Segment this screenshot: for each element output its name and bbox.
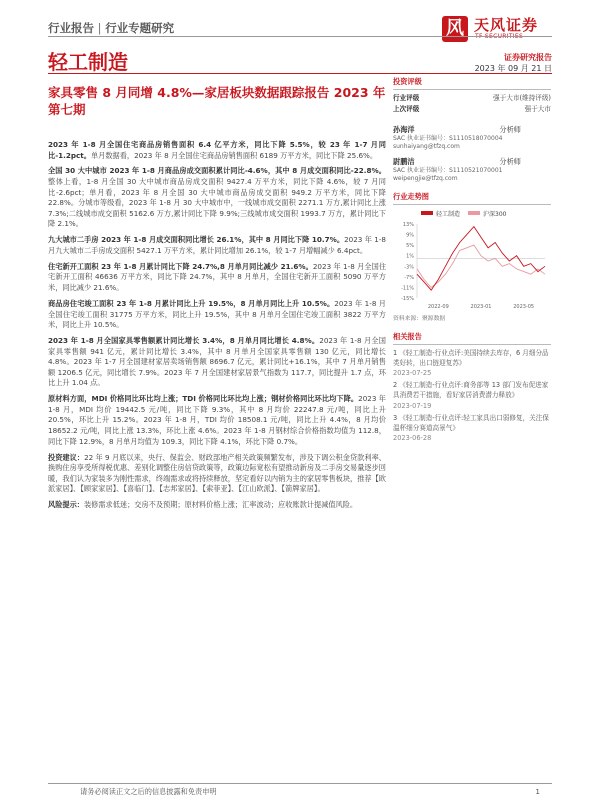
y-tick-label: 9%: [406, 232, 414, 239]
body-paragraph: [48, 166, 386, 230]
header-category: 行业报告: [48, 21, 94, 35]
body-paragraph: [48, 235, 386, 256]
header-divider: [48, 36, 552, 37]
legend-swatch: [468, 211, 480, 215]
analyst-cert: SAC 执业证书编号：S1110521070001: [393, 166, 503, 174]
y-tick-label: 1%: [406, 253, 414, 260]
body-paragraph: [48, 299, 386, 331]
x-tick-label: 2023-01: [470, 303, 492, 310]
body-paragraph: [48, 140, 386, 161]
brokerage-logo: [442, 14, 552, 44]
y-tick-label: -7%: [404, 274, 414, 281]
analyst-name: 尉鹏洁: [393, 156, 415, 166]
paragraph-lead: 2023 年 1-8 月全国家具零售额累计同比增长 3.4%，8 月单月同比增长 4.8%。: [48, 335, 320, 345]
paragraph-lead: 2023 年 1-8 月全国住宅商品房销售面积 6.4 亿平方米，同比下降 5.5%，较 23 年 1-7 月同比-1.2pct。: [48, 140, 386, 160]
body-paragraph: [48, 453, 386, 495]
x-tick-label: 2023-05: [513, 303, 535, 310]
logo-mark-icon: 风: [442, 16, 468, 42]
paragraph-lead: 原材料方面，MDI 价格同比环比均上涨；TDI 价格同比环比均上涨；钢材价格同比环比均下降。: [48, 394, 359, 404]
trend-header: 行业走势图: [393, 192, 551, 205]
related-report-title: 2 《轻工制造-行业点评:商务部等 13 部门发布促进家具消费若干措施，看好家居消费潜力释放》: [393, 381, 549, 400]
rating-value: 强于大市: [524, 105, 551, 113]
rating-row: [393, 104, 551, 115]
trend-chart-section: [393, 192, 551, 322]
footer-disclaimer: 请务必阅读正文之后的信息披露和免责申明: [80, 787, 217, 796]
paragraph-text: 2023 年 1-8 月全国住宅新开工面积 46636 万平方米，同比下降 24.7%，其中 8 月单月，全国住宅新开工面积 5090 万平方米，同比减少 21.6%。: [48, 261, 387, 293]
header-subcategory: 行业专题研究: [105, 21, 175, 35]
y-tick-label: -15%: [401, 295, 414, 302]
legend-label: 沪深300: [483, 210, 507, 218]
related-report-date: 2023-07-25: [393, 369, 432, 378]
body-paragraph: [48, 336, 386, 389]
sector-divider: [48, 73, 552, 74]
report-header: [48, 14, 552, 42]
header-separator: |: [97, 21, 102, 35]
rating-key: 行业评级: [393, 94, 420, 102]
related-report-title: 3 《轻工制造-行业点评:轻工家具出口弱修复，关注保温杯细分赛道高景气》: [393, 413, 549, 433]
paragraph-lead: 全国 30 大中城市 2023 年 1-8 月商品房成交面积累计同比-4.6%，其中 8 月成交面积同比-22.8%。: [48, 166, 386, 176]
report-title: 家具零售 8 月同增 4.8%—家居板块数据跟踪报告 2023 年第七期: [48, 85, 386, 117]
x-tick-label: 2022-09: [427, 303, 449, 310]
y-tick-label: -11%: [401, 285, 414, 292]
related-report-item[interactable]: [393, 348, 551, 379]
report-type: 证券研究报告: [504, 53, 552, 62]
paragraph-text: 2023 年 1-8 月九大城市二手房成交面积 5427.1 万平方米，累计同比增加 26.1%，较 1-7 月增幅减少 6.4pct。: [48, 235, 386, 255]
related-report-date: 2023-07-19: [393, 401, 432, 410]
rating-key: 上次评级: [393, 105, 420, 113]
trend-chart: [393, 220, 551, 310]
analyst-cert: SAC 执业证书编号：S1110518070004: [393, 135, 503, 142]
analyst-list: [393, 125, 551, 184]
related-header: 相关报告: [393, 332, 551, 345]
analyst-card: [393, 157, 551, 184]
y-tick-label: -3%: [404, 263, 414, 270]
series-line-index: [417, 245, 545, 287]
analyst-email[interactable]: sunhaiyang@tfzq.com: [393, 143, 460, 151]
analyst-name: 孙海洋: [393, 125, 415, 134]
logo-subtitle: TF SECURITIES: [475, 33, 524, 40]
rating-value: 强于大市(维持评级): [493, 94, 551, 102]
report-date: 2023 年 09 月 21 日: [474, 64, 552, 73]
analyst-card: [393, 125, 551, 152]
legend-item-sector: [421, 209, 460, 218]
page-number: 1: [535, 787, 540, 796]
legend-label: 轻工制造: [436, 210, 461, 218]
paragraph-lead: 住宅新开工面积 23 年 1-8 月累计同比下降 24.7%,8 月单月同比减少 21.6%。: [48, 261, 313, 271]
paragraph-text: 2023 年 1-8 月，MDI 均价 19442.5 元/吨，同比下降 9.3%，其中 8 月均价 22247.8 元/吨，同比上升 20.5%，环比上升 15.2%。2023 年 1-8 月，TDI 均价 18508.1 元/吨，同比上升 4.4%，8 月均价 18652.2 元/吨，同比上涨 13.3%，环比上涨 4.6%。2023 年 1-8 月钢材综合价格指数均值为 112.8，同比下降 12.9%，8 月单月均值为 109.3，同比下降 4.1%，环比下降 0.7%。: [48, 394, 386, 446]
related-report-item[interactable]: [393, 380, 551, 411]
paragraph-lead: 投资建议：: [48, 452, 85, 462]
legend-swatch: [421, 211, 433, 215]
logo-name: 天风证券: [474, 16, 539, 34]
rating-list: [393, 93, 551, 115]
rating-header: 投资评级: [393, 77, 551, 90]
sidebar: [393, 77, 551, 445]
chart-legend: [421, 209, 551, 218]
analyst-email[interactable]: weipengjie@tfzq.com: [393, 175, 458, 183]
legend-item-index: [468, 209, 506, 218]
paragraph-text: 单月数据看，2023 年 8 月全国住宅商品房销售面积 6189 万平方米，同比下降 25.6%。: [90, 150, 378, 160]
report-body: [48, 140, 386, 516]
chart-source: 资料来源：聚源数据: [393, 315, 446, 322]
y-tick-label: 5%: [406, 242, 414, 249]
paragraph-text: 2023 年 1-8 月全国住宅竣工面积 31775 万平方米，同比上升 19.5%，其中 8 月单月全国住宅竣工面积 3822 万平方米，同比上升 10.5%。: [48, 298, 386, 330]
paragraph-text: 22 年 9 月底以来，央行、保监会、财政部地产相关政策频繁发布，涉及下调公积金贷款利率、换购住房享受所得税优惠、差别化调整住房信贷政策等，政策边际宽松有望推动新房及二手房交易量逐步回暖，我们认为家装多为刚性需求，终端需求或将持续释放，坚定看好以内销为主的家居零售板块，推荐【欧派家居】、【顾家家居】、【喜临门】、【志邦家居】、【索菲亚】、【江山欧派】、【箭牌家居】。: [48, 452, 386, 494]
paragraph-text: 2023 年 1-8 月全国家具零售额 941 亿元，累计同比增长 3.4%，其中 8 月单月全国家具零售额 130 亿元，同比增长 4.8%。2023 年 1-7 月全国建材家居卖场销售额 8696.7 亿元，累计同比+16.1%，其中 7 月单月销售额 1206.5 亿元，同比增长 7.9%。2023 年 7 月全国建材家居景气指数为 117.7，同比提升 1.7 点，环比上升 1.04 点。: [48, 335, 386, 388]
paragraph-lead: 九大城市二手房 2023 年 1-8 月成交面积同比增长 26.1%，其中 8 月同比下降 10.7%。: [48, 235, 345, 245]
paragraph-lead: 风险提示：: [48, 500, 84, 510]
paragraph-text: 装修需求低迷；交房不及预期；原材料价格上涨；汇率波动；应收账款计提减值风险。: [83, 500, 358, 510]
related-list: [393, 348, 551, 444]
analyst-name-row: [393, 125, 551, 135]
sector-title: 轻工制造: [48, 50, 128, 74]
body-paragraph: [48, 394, 386, 447]
body-paragraph: [48, 262, 386, 294]
related-reports: [393, 332, 551, 444]
paragraph-lead: 商品房住宅竣工面积 23 年 1-8 月累计同比上升 19.5%，8 月单月同比上升 10.5%。: [48, 298, 335, 308]
footer-divider: [48, 783, 552, 784]
header-category-text: [48, 20, 174, 36]
related-report-date: 2023-06-28: [393, 434, 432, 443]
related-report-title: 1 《轻工制造-行业点评:美国持续去库存，6 月细分品类好转，出口链迎复苏》: [393, 348, 549, 367]
analyst-role: 分析师: [499, 156, 521, 166]
analyst-role: 分析师: [499, 125, 521, 134]
rating-row: [393, 93, 551, 104]
paragraph-text: 整体上看，1-8 月全国 30 大中城市商品房成交面积 9427.4 万平方米，同比下降 4.6%，较 7 月同比-2.6pct；单月看，2023 年 8 月全国 30 大中城市商品房成交面积 949.2 万平方米，同比下降 22.8%。分城市等级看，2023 年 1-8 月 30 大中城市中，一线城市成交面积 2271.1 万方,累计同比上涨 7.3%;二线城市成交面积 5162.6 万方,累计同比下降 9.9%;三线城市成交面积 1993.7 万方，累计同比下降 2.1%。: [48, 177, 386, 229]
related-report-item[interactable]: [393, 413, 551, 444]
body-paragraph: [48, 500, 386, 511]
analyst-name-row: [393, 157, 551, 167]
y-tick-label: 13%: [402, 221, 414, 228]
